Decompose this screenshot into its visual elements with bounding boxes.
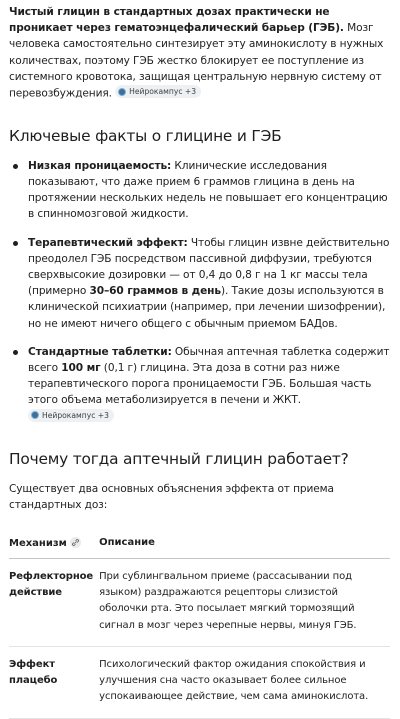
fact-highlight: 100 мг [61,361,101,374]
intro-bold: Чистый глицин в стандартных дозах практически не проникает через гематоэнцефалический барьер (ГЭБ). [9,6,344,35]
fact-highlight: 30–60 граммов в день [89,285,221,298]
source-logo-icon [118,88,126,96]
section-heading-why: Почему тогда аптечный глицин работает? [9,450,349,469]
fact-label: Низкая проницаемость: [28,159,172,172]
table-header-row [9,528,390,559]
fact-text: ). Такие дозы используются в клинической психиатрии (например, при лечении шизофрении), но не имеют ничего общего с обычным приемом БАДов. [28,285,386,330]
description-cell: При сублингвальном приеме (рассасывании под языком) раздражаются рецепторы слизистой оболочки рта. Это посылает мягкий тормозящий сигнал в мозг через черепные нервы, минуя ГЭБ. [99,558,390,646]
fact-text: (0,1 г) глицина. Эта доза в сотни раз ниже терапевтического порога проницаемости ГЭБ. Большая часть этого объема метаболизируется в печени и ЖКТ. [28,361,372,407]
source-logo-icon [31,411,39,419]
source-chip[interactable] [28,409,114,422]
table-row [9,558,390,646]
column-header-description: Описание [99,528,390,559]
source-chip-label: Нейрокампус +3 [42,410,109,420]
facts-list [9,158,390,426]
mechanism-cell: Эффект плацебо [9,646,99,718]
source-chip-label: Нейрокампус +3 [129,87,197,97]
fact-label: Терапевтический эффект: [28,236,188,249]
section-heading-facts: Ключевые факты о глицине и ГЭБ [9,126,282,145]
intro-paragraph [9,0,390,102]
link-icon[interactable] [70,537,81,548]
intro-text: Мозг человека самостоятельно синтезирует эту аминокислоту в нужных количествах, поэтому ГЭБ жестко блокирует ее поступление из системного кровотока, защищая центральную нервную систему от перевозбуждения. [9,22,384,100]
table-row [9,646,390,718]
column-header-mechanism: Механизм [9,528,99,559]
mechanism-table [9,528,390,719]
list-item [9,344,390,426]
list-item [9,158,390,223]
list-item [9,235,390,332]
mechanism-cell: Рефлекторное действие [9,558,99,646]
fact-label: Стандартные таблетки: [28,345,172,358]
source-chip[interactable] [115,85,201,98]
description-cell: Психологический фактор ожидания спокойствия и улучшения сна часто оказывает более сильное успокаивающее действие, чем сама аминокислота. [99,646,390,718]
fact-text: Чтобы глицин извне действительно преодолел ГЭБ посредством пассивной диффузии, требуются сверхвысокие дозировки — от 0,4 до 0,8 г на 1 кг массы тела (примерно [28,236,390,298]
section-intro: Существует два основных объяснения эффекта от приема стандартных доз: [9,483,334,512]
fact-text: Клинические исследования показывают, что даже прием 6 граммов глицина в день на протяжении нескольких недель не повышает его концентрацию в спинномозговой жидкости. [28,159,388,221]
fact-text: Обычная аптечная таблетка содержит всего [28,345,390,374]
